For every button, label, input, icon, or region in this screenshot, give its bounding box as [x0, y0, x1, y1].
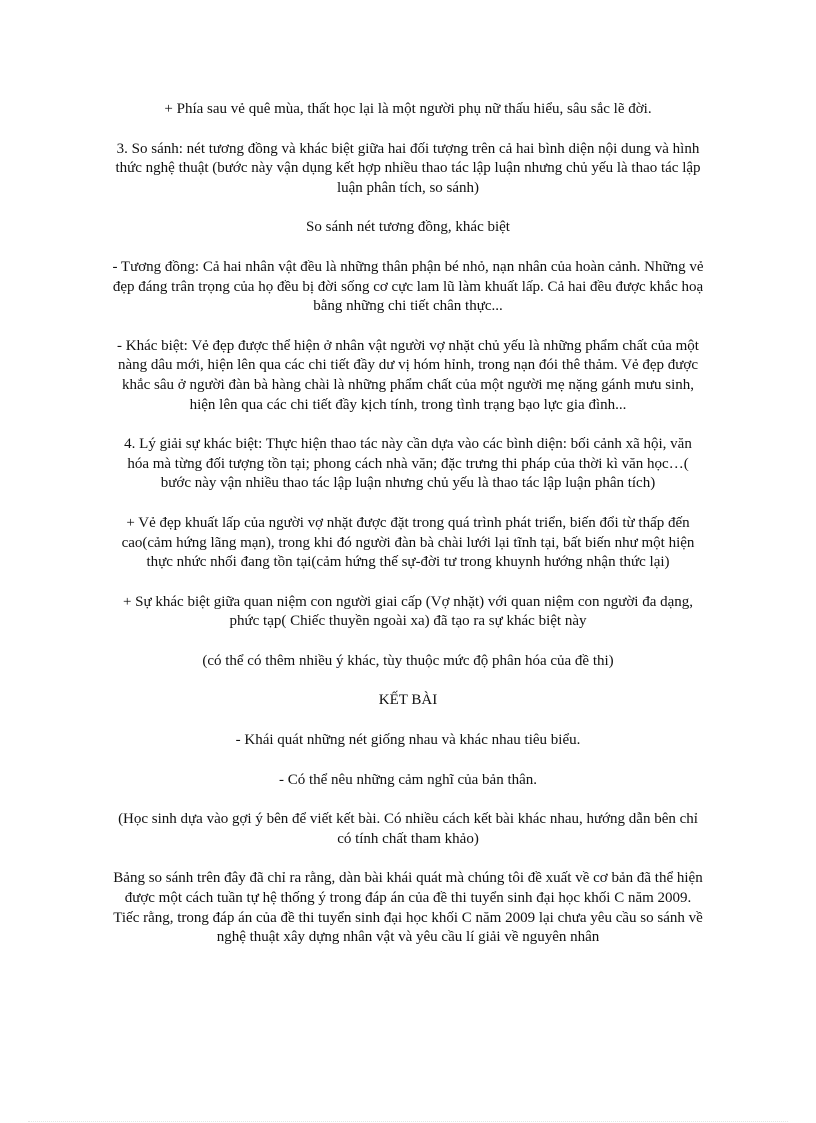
paragraph-summary: - Khái quát những nét giống nhau và khác nhau tiêu biểu.	[235, 732, 581, 749]
paragraph-similarities: - Tương đồng: Cả hai nhân vật đều là những thân phận bé nhỏ, nạn nhân của hoàn cảnh. Những vẻ đẹp đáng trân trọng của họ đều bị đời sống cơ cực lam lũ làm khuất lấp. Cả hai đều được khắc hoạ bằng những chi tiết chân thực...	[112, 258, 704, 315]
paragraph-note-more-ideas: (có thể có thêm nhiều ý khác, tùy thuộc mức độ phân hóa của đề thi)	[202, 652, 614, 669]
paragraph-compare-heading: So sánh nét tương đồng, khác biệt	[306, 219, 510, 236]
paragraph-hidden-beauty: + Vẻ đẹp khuất lấp của người vợ nhặt được đặt trong quá trình phát triển, biến đổi từ thấp đến cao(cảm hứng lãng mạn), trong khi đó người đàn bà chài lưới lại tĩnh tại, bất biến như một hiện thực nhức nhối đang tồn tại(cảm hứng thế sự-đời tư trong khuynh hướng nhận thức lại)	[121, 514, 695, 571]
section-heading-ket-bai: KẾT BÀI	[378, 692, 438, 709]
page-bottom-rule	[28, 1121, 788, 1122]
paragraph-class-concept: + Sự khác biệt giữa quan niệm con người giai cấp (Vợ nhặt) với quan niệm con người đa dạng, phức tạp( Chiếc thuyền ngoài xa) đã tạo ra sự khác biệt này	[122, 593, 694, 630]
paragraph-student-note: (Học sinh dựa vào gợi ý bên để viết kết bài. Có nhiều cách kết bài khác nhau, hướng dẫn bên chỉ có tính chất tham khảo)	[118, 811, 698, 847]
paragraph-differences: - Khác biệt: Vẻ đẹp được thể hiện ở nhân vật người vợ nhặt chủ yếu là những phẩm chất của một nàng dâu mới, hiện lên qua các chi tiết đầy dư vị hóm hỉnh, trong nạn đói thê thảm. Vẻ đẹp được khắc sâu ở người đàn bà hàng chài là những phẩm chất của một người mẹ nặng gánh mưu sinh, hiện lên qua các chi tiết đầy kịch tính, trong tình trạng bạo lực gia đình...	[117, 337, 699, 413]
paragraph-comparison-table-note: Bảng so sánh trên đây đã chỉ ra rằng, dàn bài khái quát mà chúng tôi đề xuất về cơ bản đã thể hiện được một cách tuần tự hệ thống ý trong đáp án của đề thi tuyển sinh đại học khối C năm 2009. Tiếc rằng, trong đáp án của đề thi tuyển sinh đại học khối C năm 2009 lại chưa yêu cầu so sánh về nghệ thuật xây dựng nhân vật và yêu cầu lí giải về nguyên nhân	[113, 870, 703, 946]
paragraph-explain-step: 4. Lý giải sự khác biệt: Thực hiện thao tác này cần dựa vào các bình diện: bối cảnh xã hội, văn hóa mà từng đối tượng tồn tại; phong cách nhà văn; đặc trưng thi pháp của thời kì văn học…( bước này vận nhiều thao tác lập luận nhưng chủ yếu là thao tác lập luận phân tích)	[124, 436, 692, 492]
paragraph-personal-thoughts: - Có thể nêu những cảm nghĩ của bản thân.	[278, 771, 538, 788]
document-body	[112, 100, 704, 948]
paragraph-compare-step: 3. So sánh: nét tương đồng và khác biệt giữa hai đối tượng trên cả hai bình diện nội dung và hình thức nghệ thuật (bước này vận dụng kết hợp nhiều thao tác lập luận nhưng chủ yếu là thao tác lập luận phân tích, so sánh)	[115, 140, 701, 196]
paragraph-rural-woman: + Phía sau vẻ quê mùa, thất học lại là một người phụ nữ thấu hiểu, sâu sắc lẽ đời.	[164, 101, 652, 117]
